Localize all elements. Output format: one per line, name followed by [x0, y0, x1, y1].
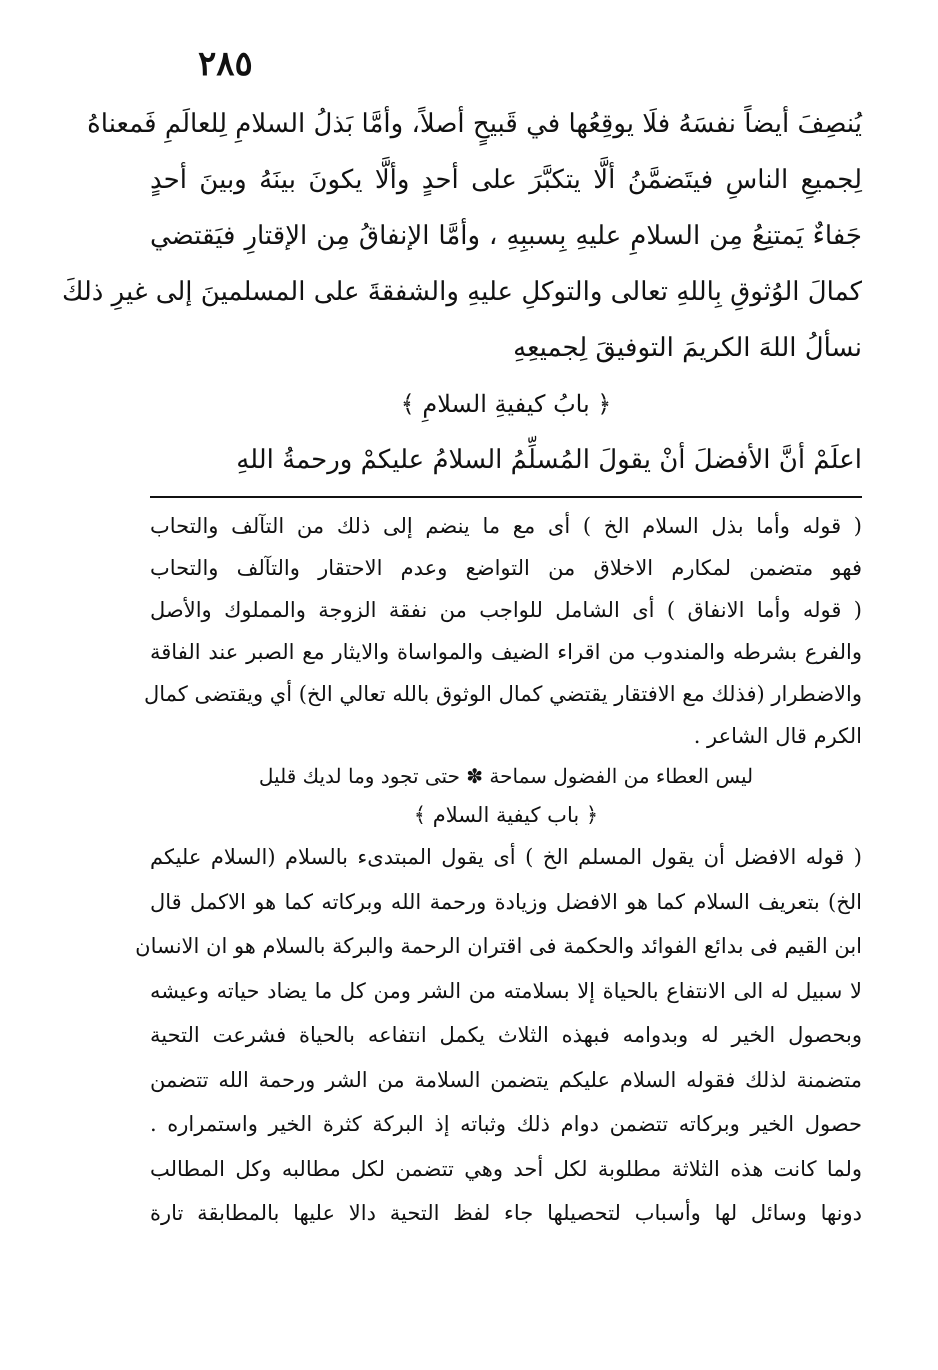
commentary-line: والاضطرار (فذلك مع الافتقار يقتضي كمال الوثوق بالله تعالي الخ) أي ويقتضى كمال — [143, 682, 862, 706]
main-text-line: كمالَ الوُثوقِ بِاللهِ تعالى والتوكلِ عليهِ والشفقةَ على المسلمينَ إلى غيرِ ذلكَ — [61, 277, 862, 307]
commentary-block — [143, 505, 862, 757]
commentary-line: والفرع بشرطه والمندوب من اقراء الضيف والمواساة والايثار مع الصبر عند الفاقة — [150, 640, 862, 664]
commentary-line: الكرم قال الشاعر . — [693, 724, 862, 748]
chapter-heading: ﴿ بابُ كيفيةِ السلامِ ﴾ — [400, 390, 612, 418]
commentary-line: ( قوله الافضل أن يقول المسلم الخ ) أى يقول المبتدىء بالسلام (السلام عليكم — [150, 845, 862, 869]
main-text — [61, 96, 863, 488]
poetry-verse: ليس العطاء من الفضول سماحة ✽ حتى تجود وما لديك قليل — [258, 764, 754, 788]
commentary-line: لا سبيل له الى الانتفاع بالحياة إلا بسلامته من الشر ومن كل ما يضاد حياته وعيشه — [150, 978, 862, 1003]
commentary-line: ( قوله وأما بذل السلام الخ ) أى مع ما ينضم إلى ذلك من التآلف والتحاب — [150, 514, 862, 538]
commentary-line: ( قوله وأما الانفاق ) أى الشامل للواجب من نفقة الزوجة والمملوك والأصل — [150, 598, 862, 622]
commentary — [135, 505, 862, 1236]
main-text-line: لِجميعِ الناسِ فيتَضمَّنُ ألَّا يتكبَّرَ على أحدٍ وألَّا يكونَ بينَهُ وبينَ أحدٍ — [150, 165, 863, 195]
commentary-line: حصول الخير وبركاته تتضمن دوام ذلك وثباته إذ البركة كثرة الخير واستمراره . — [150, 1112, 862, 1136]
commentary-line: ابن القيم فى بدائع الفوائد والحكمة فى اقتران الرحمة والبركة بالسلام هو ان الانسان — [135, 934, 862, 958]
commentary-line: وبحصول الخير له وبدوامه فبهذه الثلاث يكمل انتفاعه بالحياة فشرعت التحية — [150, 1023, 862, 1047]
commentary-block — [135, 835, 862, 1236]
main-text-line: جَفاءٌ يَمتنِعُ مِن السلامِ عليهِ بِسببِهِ ، وأمَّا الإنفاقُ مِن الإقتارِ فيَقتضي — [150, 221, 862, 251]
page-number: ٢٨٥ — [198, 44, 253, 84]
commentary-line: دونها وسائل لها وأسباب لتحصيلها جاء لفظ التحية دالا عليها بالمطابقة تارة — [150, 1201, 862, 1225]
commentary-line: فهو متضمن لمكارم الاخلاق من التواضع وعدم الاحتقار والتآلف والتحاب — [150, 556, 862, 580]
commentary-line: الخ) بتعريف السلام كما هو الافضل وزيادة ورحمة الله وبركاته كما هو الاكمل قال — [150, 889, 862, 914]
main-text-line: نسألُ اللهَ الكريمَ التوفيقَ لِجميعِهِ — [513, 333, 862, 363]
chapter-first-line: اعلَمْ أنَّ الأفضلَ أنْ يقولَ المُسلِّمُ السلامُ عليكمْ ورحمةُ اللهِ — [236, 445, 862, 475]
commentary-line: متضمنة لذلك فقوله السلام عليكم يتضمن السلامة من الشر ورحمة الله تتضمن — [150, 1067, 862, 1092]
commentary-heading: ﴿ باب كيفية السلام ﴾ — [413, 803, 599, 827]
commentary-line: ولما كانت هذه الثلاثة مطلوبة لكل أحد وهي تتضمن لكل مطالبه وكل المطالب — [150, 1156, 862, 1181]
footnote-divider — [150, 496, 862, 498]
main-text-line: يُنصِفَ أيضاً نفسَهُ فلَا يوقِعُها في قَبيحٍ أصلاً، وأمَّا بَذلُ السلامِ لِلعالَمِ فَمعناهُ — [87, 109, 862, 139]
